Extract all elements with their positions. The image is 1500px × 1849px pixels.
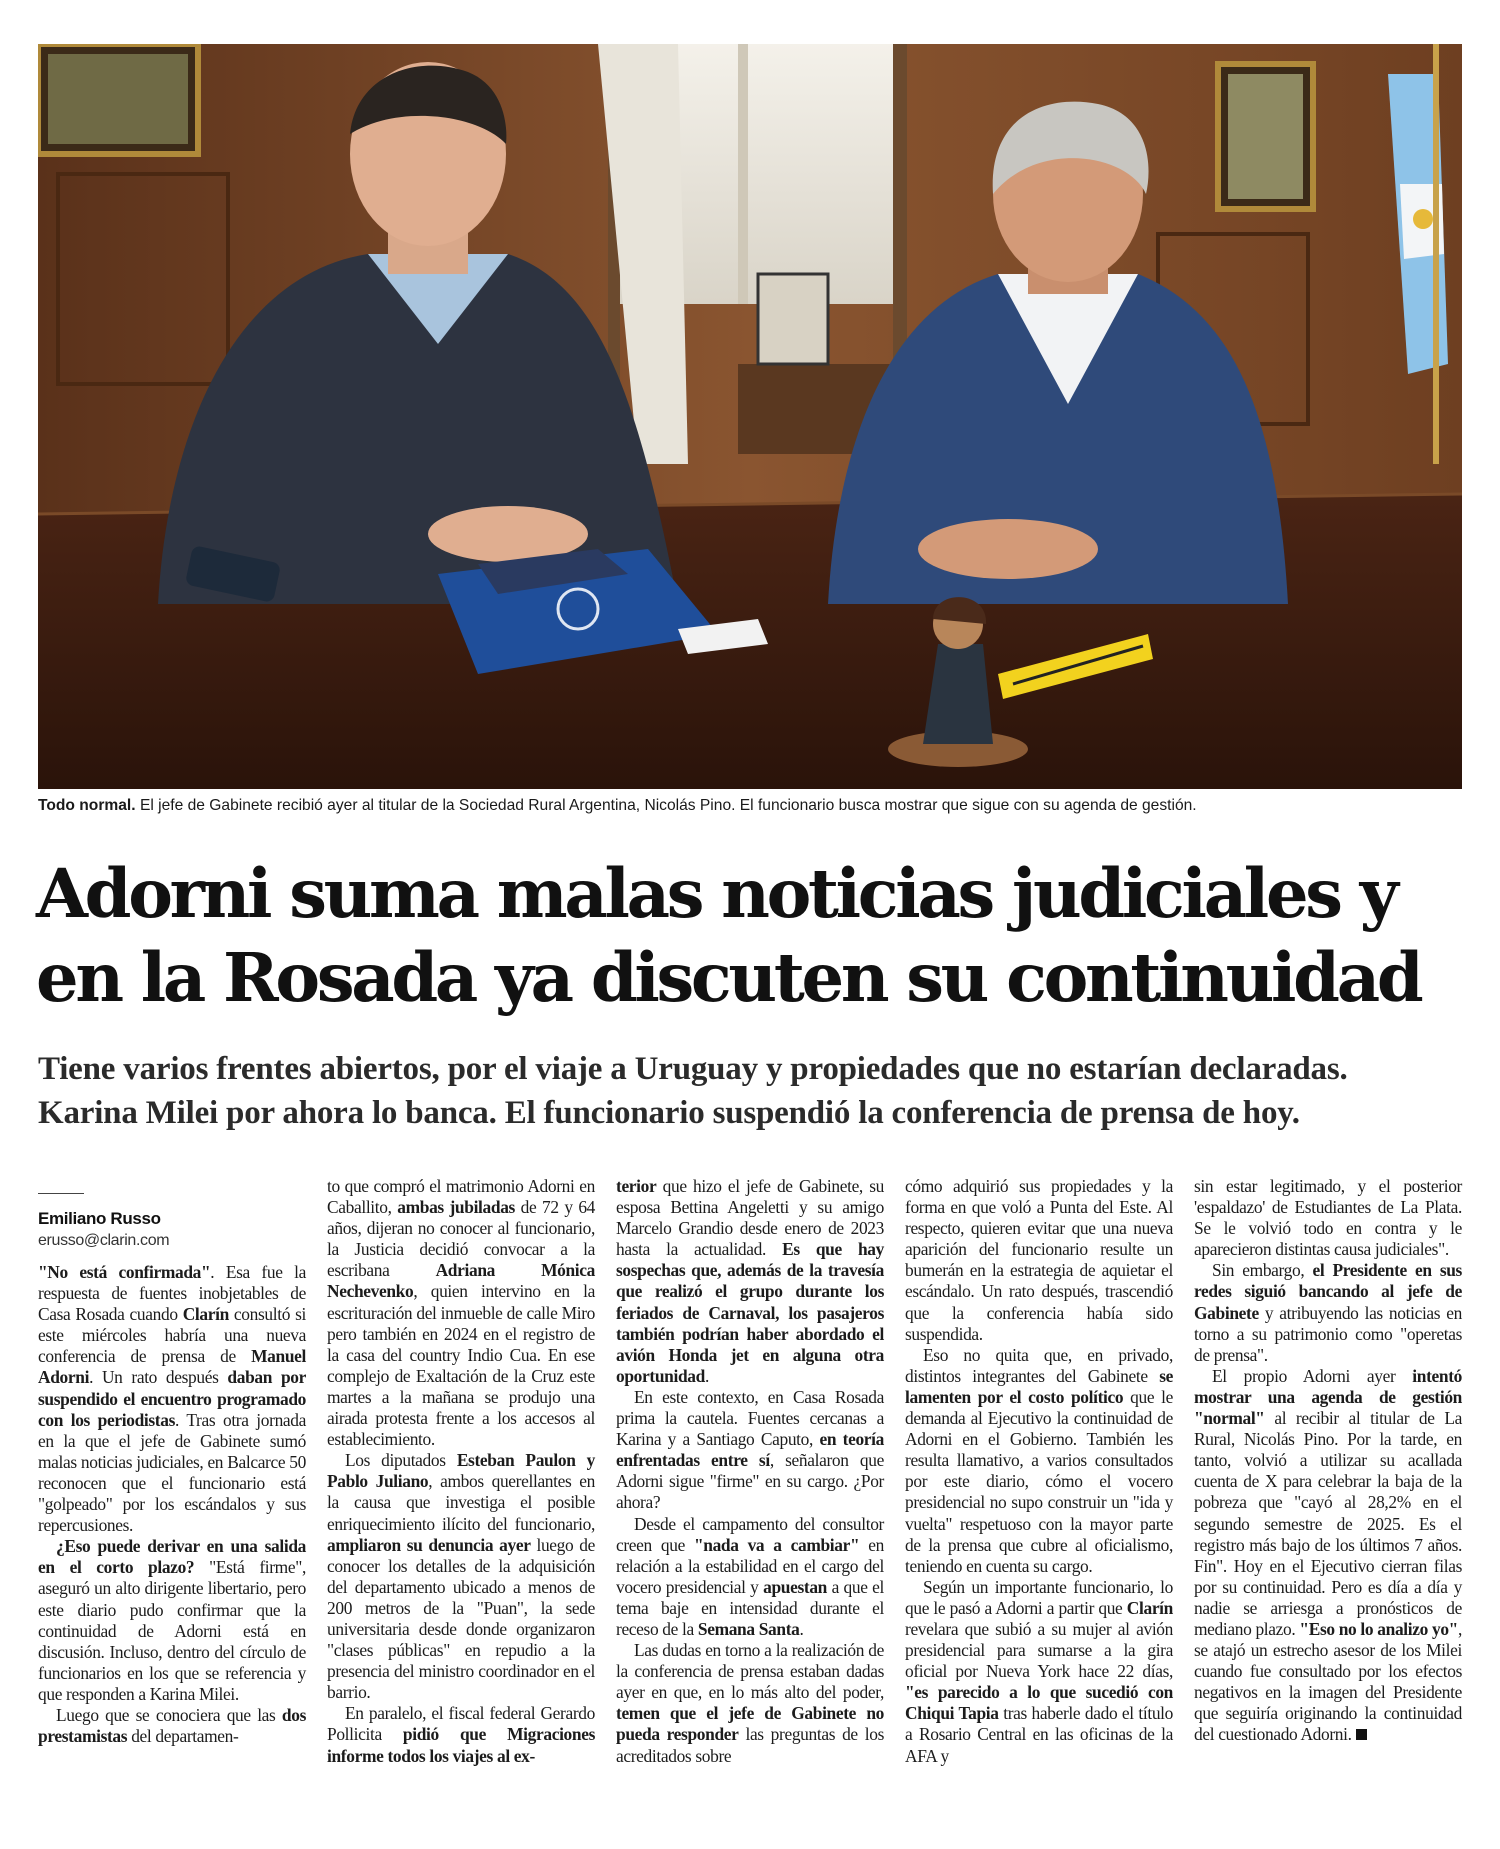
column-body <box>38 1262 306 1747</box>
body-text: El propio Adorni ayer <box>1212 1365 1413 1386</box>
bold-text: Es que hay sospechas que, además de la travesía que realizó el grupo durante los feriados de Carnaval, los pasajeros también podrían haber abordado el avión Honda jet en alguna otra oportunidad <box>616 1239 884 1386</box>
article-paragraph <box>38 1705 306 1747</box>
byline-rule <box>38 1193 84 1194</box>
body-text: Eso no quita que, en privado, distintos integrantes del Gabinete <box>905 1344 1173 1386</box>
headline-line-1: Adorni suma malas noticias judiciales y <box>36 854 1396 933</box>
news-photo <box>38 44 1462 789</box>
bold-text: se lamenten por el costo político <box>905 1365 1173 1407</box>
column-body <box>616 1176 884 1767</box>
body-text: Los diputados <box>345 1450 457 1471</box>
photo-caption <box>38 796 1462 816</box>
deck-line-1: Tiene varios frentes abiertos, por el viaje a Uruguay y propiedades que no estarían declaradas. <box>38 1051 1348 1087</box>
headline <box>36 852 1466 1020</box>
bold-text: daban por suspendido el encuentro programado con los periodistas <box>38 1367 306 1430</box>
bold-text: "nada va a cambiar" <box>693 1534 860 1555</box>
body-text: , señalaron que Adorni sigue "firme" en su cargo. ¿Por ahora? <box>616 1450 884 1513</box>
headline-line-2: en la Rosada ya discuten su continuidad <box>36 938 1421 1017</box>
body-text: En paralelo, el fiscal federal Gerardo Pollicita <box>327 1703 595 1745</box>
body-text: "Está firme", aseguró un alto dirigente libertario, pero este diario pudo confirmar que la continuidad de Adorni está en discusión. Incluso, dentro del círculo de funcionarios en los que se referencia y que responden a Karina Milei. <box>38 1557 306 1704</box>
body-text: que le demanda al Ejecutivo la continuidad de Adorni en el Gobierno. También les resulta llamativo, a varios consultados por este diario, cómo el vocero presidencial no supo construir un "ida y vuelta" respetuoso con la mayor parte de la prensa que cubre al oficialismo, teniendo en cuenta su cargo. <box>905 1386 1173 1576</box>
article-paragraph <box>327 1703 595 1766</box>
body-text: tras haberle dado el título a Rosario Central en las oficinas de la AFA y <box>905 1703 1173 1766</box>
bold-text: apuestan <box>763 1576 827 1597</box>
body-text: y atribuyendo las noticias en torno a su patrimonio como "operetas de prensa". <box>1194 1302 1462 1365</box>
bold-text: el Presidente en sus redes siguió bancando al jefe de Gabinete <box>1194 1260 1462 1323</box>
article-paragraph <box>38 1536 306 1705</box>
body-text: luego de conocer los detalles de la adquisición del departamento ubicado a menos de 200 metros de la "Puan", la sede universitaria desde donde organizaron "clases públicas" en repudio a la presencia del ministro coordinador en el barrio. <box>327 1534 595 1703</box>
bold-text: Clarín <box>1126 1597 1173 1618</box>
body-text: Luego que se conociera que las <box>56 1704 282 1725</box>
article-paragraph <box>1194 1176 1462 1260</box>
body-text: al recibir al titular de La Rural, Nicolás Pino. Por la tarde, en tanto, volvió a utilizar su acallada cuenta de X para celebrar la baja de la pobreza que "cayó al 28,2% en el segundo semestre de 2025. Es el registro más bajo de los últimos 7 años. Fin". Hoy en el Ejecutivo cierran filas por su continuidad. Pero es día a día y nadie se arriesga a pronósticos de mediano plazo. <box>1194 1408 1462 1639</box>
body-text: del departamen- <box>127 1726 239 1747</box>
body-text: consultó si este miércoles habría una nueva conferencia de prensa de <box>38 1304 306 1367</box>
body-text: en relación a la estabilidad en el cargo del vocero presidencial y <box>616 1534 885 1597</box>
body-text: , ambos querellantes en la causa que investiga el posible enriquecimiento ilícito del funcionario, <box>327 1471 595 1534</box>
article-paragraph <box>905 1577 1173 1767</box>
bold-text: pidió que Migraciones informe todos los viajes al ex- <box>327 1724 595 1766</box>
article-column-5 <box>1194 1176 1462 1746</box>
body-text: , quien intervino en la escrituración del inmueble de calle Miro pero también en 2024 en el registro de la casa del country Indio Cua. En ese complejo de Exaltación de la Cruz este martes a la mañana se produjo una airada protesta frente a los accesos al establecimiento. <box>327 1281 595 1450</box>
body-text: En este contexto, en Casa Rosada prima la cautela. Fuentes cercanas a Karina y a Santiago Caputo, <box>616 1386 884 1450</box>
bold-text: ¿Eso puede derivar en una salida en el corto plazo? <box>38 1536 306 1578</box>
bold-text: Clarín <box>182 1304 229 1325</box>
body-text: Sin embargo, <box>1212 1260 1313 1281</box>
article-paragraph <box>327 1450 595 1703</box>
bold-text: dos prestamistas <box>38 1704 306 1747</box>
body-text: sin estar legitimado, y el posterior 'espaldazo' de Estudiantes de La Plata. Se le volvió todo en contra y le aparecieron distintas causa judiciales". <box>1194 1176 1462 1260</box>
body-text: to que compró el matrimonio Adorni en Caballito, <box>327 1176 595 1218</box>
bold-text: intentó mostrar una agenda de gestión "normal" <box>1194 1365 1462 1429</box>
article-column-4 <box>905 1176 1173 1767</box>
article-paragraph <box>1194 1260 1462 1365</box>
bold-text: "Eso no lo analizo yo" <box>1299 1618 1458 1639</box>
body-text: Las dudas en torno a la realización de la conferencia de prensa estaban dadas ayer en que, en lo más alto del poder, <box>616 1640 884 1703</box>
bold-text: "No está confirmada" <box>38 1262 211 1282</box>
body-text: cómo adquirió sus propiedades y la forma en que voló a Punta del Este. Al respecto, quieren evitar que una nueva aparición del funcionario resulte un bumerán en la estrategia de aquietar el escándalo. Un rato después, trascendió que la conferencia había sido suspendida. <box>905 1176 1173 1344</box>
article-paragraph <box>616 1514 884 1641</box>
caption-text: El jefe de Gabinete recibió ayer al titular de la Sociedad Rural Argentina, Nicolás Pino. El funcionario busca mostrar que sigue con su agenda de gestión. <box>135 797 1197 814</box>
photo-illustration <box>38 44 1462 789</box>
column-body <box>905 1176 1173 1767</box>
article-paragraph <box>38 1262 306 1536</box>
body-text: , se atajó un estrecho asesor de los Milei cuando fue consultado por los efectos negativos en la imagen del Presidente que seguiría originando la continuidad del cuestionado Adorni. <box>1194 1618 1462 1745</box>
body-text: . <box>704 1365 709 1386</box>
deck-line-2: Karina Milei por ahora lo banca. El funcionario suspendió la conferencia de prensa de hoy. <box>38 1095 1300 1131</box>
body-text: Según un importante funcionario, lo que le pasó a Adorni a partir que <box>905 1576 1173 1618</box>
body-text: a que el tema baje en intensidad durante el receso de la <box>616 1576 884 1639</box>
byline-email[interactable]: erusso@clarin.com <box>38 1232 170 1249</box>
body-text: de 72 y 64 años, dijeran no conocer al funcionario, la Justicia decidió convocar a la escribana <box>327 1197 596 1281</box>
body-text: . Esa fue la respuesta de fuentes inobjetables de Casa Rosada cuando <box>38 1262 306 1325</box>
column-body <box>327 1176 595 1767</box>
bold-text: ambas jubiladas <box>397 1197 515 1218</box>
body-text: que hizo el jefe de Gabinete, su esposa Bettina Angeletti y su amigo Marcelo Grandio desde enero de 2023 hasta la actualidad. <box>616 1176 884 1260</box>
body-text: . Un rato después <box>89 1367 228 1388</box>
body-text: las preguntas de los acreditados sobre <box>616 1724 884 1766</box>
bold-text: ampliaron su denuncia ayer <box>327 1534 531 1555</box>
bold-text: temen que el jefe de Gabinete no pueda responder <box>616 1703 884 1745</box>
article-paragraph <box>905 1345 1173 1577</box>
article-paragraph <box>905 1176 1173 1345</box>
bold-text: Adriana Mónica Nechevenko <box>327 1260 595 1302</box>
body-text: . Tras otra jornada en la que el jefe de Gabinete sumó malas noticias judiciales, en Balcarce 50 reconocen que el funcionario está "golpeado" por los escándalos y sus repercusiones. <box>38 1409 306 1536</box>
article-paragraph <box>616 1387 884 1514</box>
bold-text: en teoría enfrentadas entre sí <box>616 1429 884 1471</box>
bold-text: Semana Santa <box>697 1618 800 1639</box>
article-paragraph <box>1194 1366 1462 1746</box>
caption-lead: Todo normal. <box>38 797 136 814</box>
bold-text: Manuel Adorni <box>38 1346 306 1388</box>
column-body <box>1194 1176 1462 1746</box>
body-text: revelara que subió a su mujer al avión presidencial para sumarse a la gira oficial por Nueva York hace 22 días, <box>905 1618 1173 1682</box>
bold-text: terior <box>616 1176 657 1196</box>
end-mark-icon <box>1356 1729 1367 1740</box>
article-paragraph <box>616 1640 884 1767</box>
body-text: Desde el campamento del consultor creen que <box>616 1513 884 1555</box>
article-column-3 <box>616 1176 884 1767</box>
bold-text: "es parecido a lo que sucedió con Chiqui Tapia <box>905 1682 1173 1724</box>
body-text: . <box>799 1618 804 1639</box>
article-column-1 <box>38 1193 306 1747</box>
byline-author: Emiliano Russo <box>38 1209 161 1228</box>
article-paragraph <box>616 1176 884 1387</box>
deck-subheadline <box>38 1047 1468 1135</box>
article-column-2 <box>327 1176 595 1767</box>
bold-text: Esteban Paulon y Pablo Juliano <box>327 1450 595 1492</box>
article-paragraph <box>327 1176 595 1450</box>
